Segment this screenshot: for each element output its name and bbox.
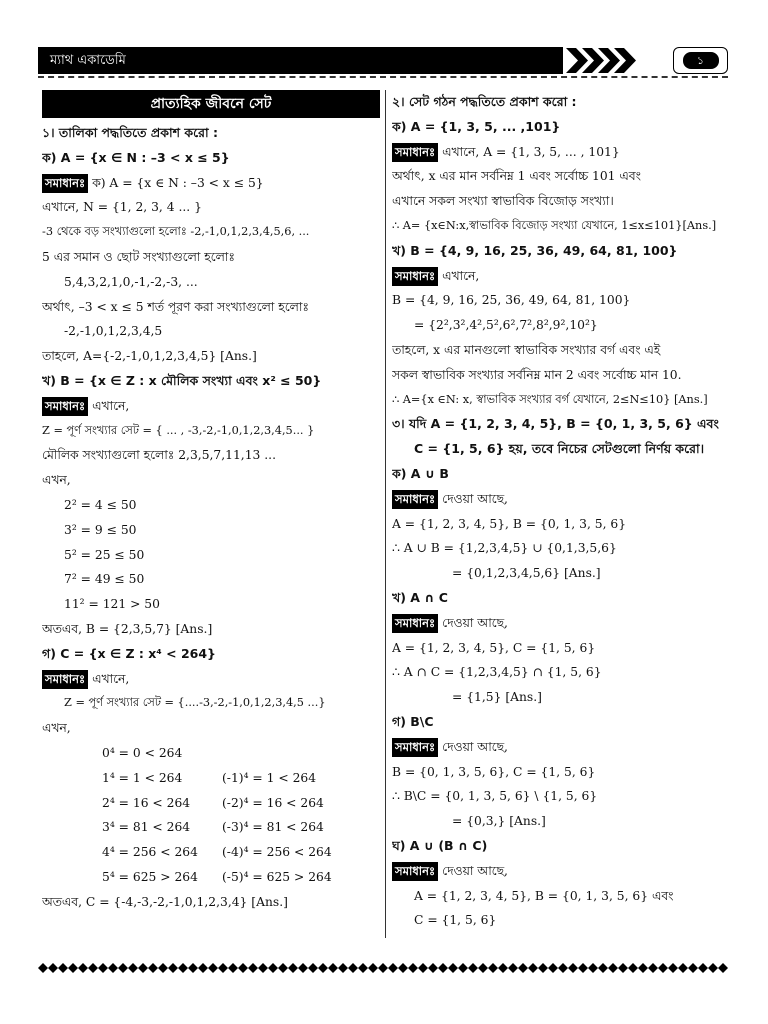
line-text: 5⁴ = 625 > 264	[102, 869, 198, 884]
text-line	[392, 313, 728, 338]
line-text: গ) C = {x ∈ Z : x⁴ < 264}	[42, 645, 216, 661]
line-text: = {1,5} [Ans.]	[452, 690, 542, 705]
line-text: অতএব, B = {2,3,5,7} [Ans.]	[42, 621, 213, 636]
line-text: এখানে,	[92, 671, 130, 686]
solution-tag: সমাধানঃ	[392, 738, 438, 757]
solution-tag: সমাধানঃ	[392, 267, 438, 286]
left-column	[42, 90, 380, 915]
line-text: খ) A ∩ C	[392, 589, 448, 605]
text-line	[392, 735, 728, 760]
line-text: 11² = 121 > 50	[64, 597, 160, 612]
solution-tag: সমাধানঃ	[392, 862, 438, 881]
line-text: দেওয়া আছে,	[442, 739, 508, 754]
line-text-right: (-4)⁴ = 256 < 264	[222, 845, 332, 860]
solution-tag: সমাধানঃ	[42, 174, 88, 193]
chevron-arrows-icon	[566, 48, 656, 73]
text-line	[42, 493, 380, 518]
column-divider	[385, 90, 386, 938]
line-text: এখন,	[42, 473, 71, 488]
text-line	[392, 809, 728, 834]
left-lines	[42, 121, 380, 915]
solution-tag: সমাধানঃ	[42, 670, 88, 689]
text-line	[392, 214, 728, 239]
line-text: খ) B = {4, 9, 16, 25, 36, 49, 64, 81, 100}	[392, 242, 678, 258]
text-line	[392, 189, 728, 214]
text-line	[42, 840, 380, 865]
text-line	[392, 412, 728, 437]
line-text: ক) A ∪ B	[392, 465, 449, 481]
line-text: 7² = 49 ≤ 50	[64, 572, 145, 587]
page-number-box	[673, 47, 728, 74]
page-header	[38, 47, 728, 74]
line-text-right: (-5)⁴ = 625 > 264	[222, 869, 332, 884]
line-text: = {2²,3²,4²,5²,6²,7²,8²,9²,10²}	[414, 318, 598, 333]
text-line	[392, 363, 728, 388]
line-text: এখানে,	[442, 268, 480, 283]
text-line	[42, 295, 380, 320]
text-line	[42, 567, 380, 592]
text-line	[392, 586, 728, 611]
text-line	[42, 369, 380, 394]
text-line	[392, 164, 728, 189]
text-line	[42, 468, 380, 493]
line-text: 2⁴ = 16 < 264	[102, 795, 191, 810]
line-text: তাহলে, A={-2,-1,0,1,2,3,4,5} [Ans.]	[42, 349, 257, 364]
line-text: খ) B = {x ∈ Z : x মৌলিক সংখ্যা এবং x² ≤ 50}	[42, 372, 322, 388]
solution-tag: সমাধানঃ	[392, 490, 438, 509]
line-text: ক) A = {x ∈ N : –3 < x ≤ 5}	[42, 149, 230, 165]
text-line	[42, 394, 380, 419]
text-line	[42, 543, 380, 568]
text-line	[42, 741, 380, 766]
text-line	[42, 146, 380, 171]
text-line	[42, 865, 380, 890]
line-text: A = {1, 2, 3, 4, 5}, B = {0, 1, 3, 5, 6}	[392, 516, 627, 531]
line-text: 2² = 4 ≤ 50	[64, 497, 137, 512]
text-line	[42, 171, 380, 196]
header-title: ম্যাথ একাডেমি	[38, 47, 563, 74]
solution-tag: সমাধানঃ	[42, 397, 88, 416]
text-line	[42, 716, 380, 741]
solution-tag: সমাধানঃ	[392, 143, 438, 162]
text-line	[392, 784, 728, 809]
text-line	[392, 685, 728, 710]
line-text: ঘ) A ∪ (B ∩ C)	[392, 837, 488, 853]
line-text: ∴ A ∩ C = {1,2,3,4,5} ∩ {1, 5, 6}	[392, 665, 602, 680]
line-text-right: (-3)⁴ = 81 < 264	[222, 820, 324, 835]
line-text: C = {1, 5, 6}	[414, 913, 497, 928]
text-line	[42, 617, 380, 642]
line-text: 5² = 25 ≤ 50	[64, 547, 145, 562]
text-line	[392, 884, 728, 909]
line-text: অর্থাৎ, x এর মান সর্বনিম্ন 1 এবং সর্বোচ্চ 101 এবং	[392, 169, 641, 184]
line-text: অতএব, C = {-4,-3,-2,-1,0,1,2,3,4} [Ans.]	[42, 894, 288, 909]
line-text: 3² = 9 ≤ 50	[64, 522, 137, 537]
line-text: ১। তালিকা পদ্ধতিতে প্রকাশ করো :	[42, 125, 218, 140]
text-line	[392, 462, 728, 487]
text-line	[392, 908, 728, 933]
line-text: ক) A = {1, 3, 5, ... ,101}	[392, 118, 561, 134]
text-line	[392, 288, 728, 313]
line-text-right: (-1)⁴ = 1 < 264	[222, 770, 317, 785]
line-text: দেওয়া আছে,	[442, 615, 508, 630]
line-text: -2,-1,0,1,2,3,4,5	[64, 324, 163, 339]
line-text: ∴ A ∪ B = {1,2,3,4,5} ∪ {0,1,3,5,6}	[392, 541, 617, 556]
text-line	[42, 791, 380, 816]
line-text: গ) B\C	[392, 713, 434, 729]
line-text: ∴ A= {x∈N:x,স্বাভাবিক বিজোড় সংখ্যা যেখানে, 1≤x≤101}[Ans.]	[392, 218, 717, 232]
line-text: এখানে, A = {1, 3, 5, ... , 101}	[442, 144, 620, 159]
text-line	[392, 859, 728, 884]
line-text: B = {0, 1, 3, 5, 6}, C = {1, 5, 6}	[392, 764, 596, 779]
text-line	[392, 140, 728, 165]
text-line	[42, 815, 380, 840]
line-text: -3 থেকে বড় সংখ্যাগুলো হলোঃ -2,-1,0,1,2,3,4,5,6, ...	[42, 225, 310, 239]
line-text: ∴ A={x ∈N: x, স্বাভাবিক সংখ্যার বর্গ যেখানে, 2≤N≤10} [Ans.]	[392, 392, 708, 406]
text-line	[42, 642, 380, 667]
line-text: মৌলিক সংখ্যাগুলো হলোঃ 2,3,5,7,11,13 ...	[42, 448, 276, 463]
line-text: 5,4,3,2,1,0,-1,-2,-3, ...	[64, 274, 198, 289]
text-line	[392, 388, 728, 413]
line-text: ২। সেট গঠন পদ্ধতিতে প্রকাশ করো :	[392, 94, 577, 109]
line-text: 5 এর সমান ও ছোট সংখ্যাগুলো হলোঃ	[42, 249, 235, 264]
text-line	[42, 419, 380, 444]
line-text: = {0,1,2,3,4,5,6} [Ans.]	[452, 566, 601, 581]
line-text: Z = পূর্ণ সংখ্যার সেট = {....-3,-2,-1,0,1,2,3,4,5 ...}	[64, 696, 326, 710]
right-column	[392, 90, 728, 933]
text-line	[42, 270, 380, 295]
footer-diamond-border	[38, 962, 728, 974]
line-text: সকল স্বাভাবিক সংখ্যার সর্বনিম্ন মান 2 এবং সর্বোচ্চ মান 10.	[392, 367, 682, 382]
line-text: দেওয়া আছে,	[442, 863, 508, 878]
line-text: ∴ B\C = {0, 1, 3, 5, 6} \ {1, 5, 6}	[392, 789, 598, 804]
text-line	[42, 344, 380, 369]
text-line	[392, 512, 728, 537]
text-line	[392, 760, 728, 785]
line-text: 3⁴ = 81 < 264	[102, 820, 191, 835]
text-line	[42, 443, 380, 468]
text-line	[42, 319, 380, 344]
text-line	[392, 338, 728, 363]
line-text: ৩। যদি A = {1, 2, 3, 4, 5}, B = {0, 1, 3, 5, 6} এবং	[392, 416, 719, 432]
solution-tag: সমাধানঃ	[392, 614, 438, 633]
text-line	[42, 890, 380, 915]
line-text: C = {1, 5, 6} হয়, তবে নিচের সেটগুলো নির্ণয় করো।	[414, 441, 705, 457]
line-text: Z = পূর্ণ সংখ্যার সেট = { ... , -3,-2,-1,0,1,2,3,4,5... }	[42, 423, 315, 437]
text-line	[42, 592, 380, 617]
text-line	[42, 245, 380, 270]
line-text: এখন,	[42, 721, 71, 736]
text-line	[42, 220, 380, 245]
text-line	[392, 834, 728, 859]
line-text: 4⁴ = 256 < 264	[102, 845, 198, 860]
line-text: = {0,3,} [Ans.]	[452, 814, 546, 829]
header-divider	[38, 76, 728, 88]
text-line	[392, 487, 728, 512]
right-lines	[392, 90, 728, 933]
text-line	[42, 195, 380, 220]
text-line	[42, 667, 380, 692]
line-text: এখানে সকল সংখ্যা স্বাভাবিক বিজোড় সংখ্যা।	[392, 194, 614, 209]
text-line	[392, 536, 728, 561]
line-text: অর্থাৎ, –3 < x ≤ 5 শর্ত পূরণ করা সংখ্যাগুলো হলোঃ	[42, 299, 309, 314]
line-text-right: (-2)⁴ = 16 < 264	[222, 795, 324, 810]
text-line	[392, 611, 728, 636]
line-text: তাহলে, x এর মানগুলো স্বাভাবিক সংখ্যার বর্গ এবং এই	[392, 342, 661, 357]
line-text: এখানে, N = {1, 2, 3, 4 ... }	[42, 200, 202, 215]
line-text: A = {1, 2, 3, 4, 5}, B = {0, 1, 3, 5, 6} এবং	[414, 888, 674, 903]
text-line	[42, 518, 380, 543]
line-text: 0⁴ = 0 < 264	[102, 745, 183, 760]
line-text: এখানে,	[92, 398, 130, 413]
page-number: ১	[683, 52, 719, 69]
text-line	[392, 636, 728, 661]
text-line	[392, 115, 728, 140]
line-text: B = {4, 9, 16, 25, 36, 49, 64, 81, 100}	[392, 293, 631, 308]
text-line	[392, 264, 728, 289]
line-text: 1⁴ = 1 < 264	[102, 770, 183, 785]
line-text: দেওয়া আছে,	[442, 491, 508, 506]
text-line	[42, 121, 380, 146]
text-line	[392, 90, 728, 115]
text-line	[392, 561, 728, 586]
text-line	[392, 660, 728, 685]
text-line	[392, 239, 728, 264]
text-line	[42, 766, 380, 791]
text-line	[42, 691, 380, 716]
section-banner: প্রাত্যহিক জীবনে সেট	[42, 90, 380, 118]
text-line	[392, 437, 728, 462]
line-text: ক) A = {x ∈ N : –3 < x ≤ 5}	[92, 175, 264, 190]
text-line	[392, 710, 728, 735]
line-text: A = {1, 2, 3, 4, 5}, C = {1, 5, 6}	[392, 640, 596, 655]
